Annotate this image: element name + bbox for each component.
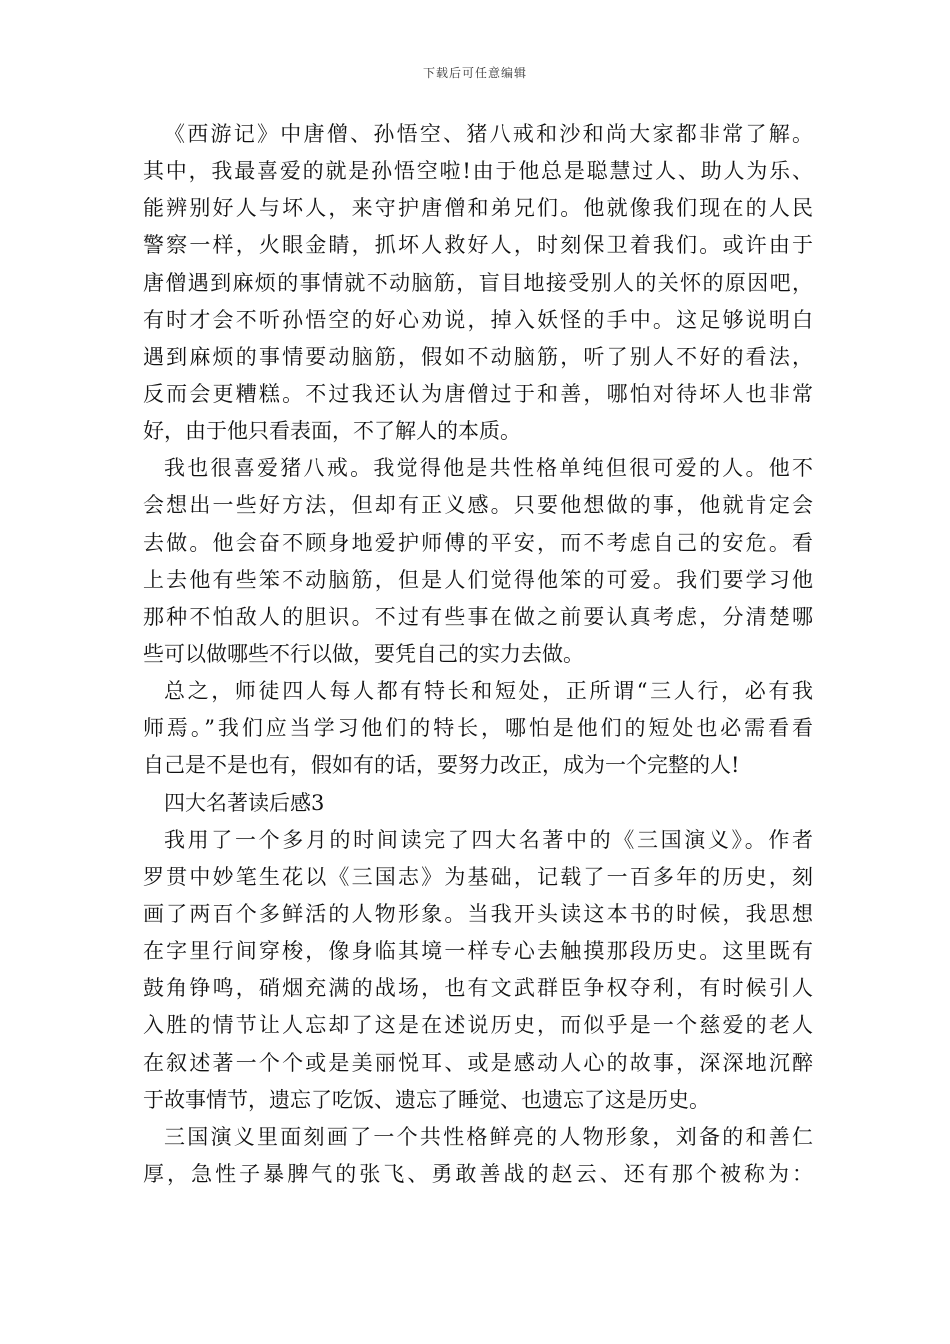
text-line: 画了两百个多鲜活的人物形象。当我开头读这本书的时候，我思想	[143, 901, 813, 926]
text-line: 四大名著读后感3	[164, 790, 325, 815]
text-line: 好，由于他只看表面，不了解人的本质。	[143, 419, 521, 444]
text-line: 厚，急性子暴脾气的张飞、勇敢善战的赵云、还有那个被称为：	[143, 1161, 813, 1186]
text-line: 总之，师徒四人每人都有特长和短处，正所谓“三人行，必有我	[164, 679, 813, 704]
text-line: 鼓角铮鸣，硝烟充满的战场，也有文武群臣争权夺利，有时候引人	[143, 976, 813, 1001]
text-line: 遇到麻烦的事情要动脑筋，假如不动脑筋，听了别人不好的看法，	[143, 344, 813, 369]
page-header-note: 下载后可任意编辑	[422, 66, 527, 80]
text-line: 自己是不是也有，假如有的话，要努力改正，成为一个完整的人!	[143, 753, 740, 778]
document-body	[143, 116, 813, 1193]
text-line: 三国演义里面刻画了一个共性格鲜亮的人物形象，刘备的和善仁	[164, 1124, 813, 1149]
text-line: 在叙述著一个个或是美丽悦耳、或是感动人心的故事，深深地沉醉	[143, 1050, 813, 1075]
text-line: 其中，我最喜爱的就是孙悟空啦!由于他总是聪慧过人、助人为乐、	[143, 159, 813, 184]
text-line: 上去他有些笨不动脑筋，但是人们觉得他笨的可爱。我们要学习他	[143, 567, 813, 592]
text-line: 于故事情节，遗忘了吃饭、遗忘了睡觉、也遗忘了这是历史。	[143, 1087, 710, 1112]
text-line: 入胜的情节让人忘却了这是在述说历史，而似乎是一个慈爱的老人	[143, 1013, 813, 1038]
text-line: 罗贯中妙笔生花以《三国志》为基础，记载了一百多年的历史，刻	[143, 864, 813, 889]
text-line: 师焉。”我们应当学习他们的特长，哪怕是他们的短处也必需看看	[143, 716, 813, 741]
text-line: 些可以做哪些不行以做，要凭自己的实力去做。	[143, 641, 584, 666]
text-line: 反而会更糟糕。不过我还认为唐僧过于和善，哪怕对待坏人也非常	[143, 381, 813, 406]
text-line: 在字里行间穿梭，像身临其境一样专心去触摸那段历史。这里既有	[143, 939, 813, 964]
text-line: 会想出一些好方法，但却有正义感。只要他想做的事，他就肯定会	[143, 493, 813, 518]
text-line: 去做。他会奋不顾身地爱护师傅的平安，而不考虑自己的安危。看	[143, 530, 813, 555]
text-line: 警察一样，火眼金睛，抓坏人救好人，时刻保卫着我们。或许由于	[143, 233, 813, 258]
text-line: 有时才会不听孙悟空的好心劝说，掉入妖怪的手中。这足够说明白	[143, 307, 813, 332]
text-line: 我用了一个多月的时间读完了四大名著中的《三国演义》。作者	[164, 827, 813, 852]
text-line: 能辨别好人与坏人，来守护唐僧和弟兄们。他就像我们现在的人民	[143, 196, 813, 221]
text-line: 我也很喜爱猪八戒。我觉得他是共性格单纯但很可爱的人。他不	[164, 456, 813, 481]
text-line: 唐僧遇到麻烦的事情就不动脑筋，盲目地接受别人的关怀的原因吧，	[143, 270, 813, 295]
text-line: 《西游记》中唐僧、孙悟空、猪八戒和沙和尚大家都非常了解。	[164, 122, 813, 146]
text-line: 那种不怕敌人的胆识。不过有些事在做之前要认真考虑，分清楚哪	[143, 604, 813, 629]
